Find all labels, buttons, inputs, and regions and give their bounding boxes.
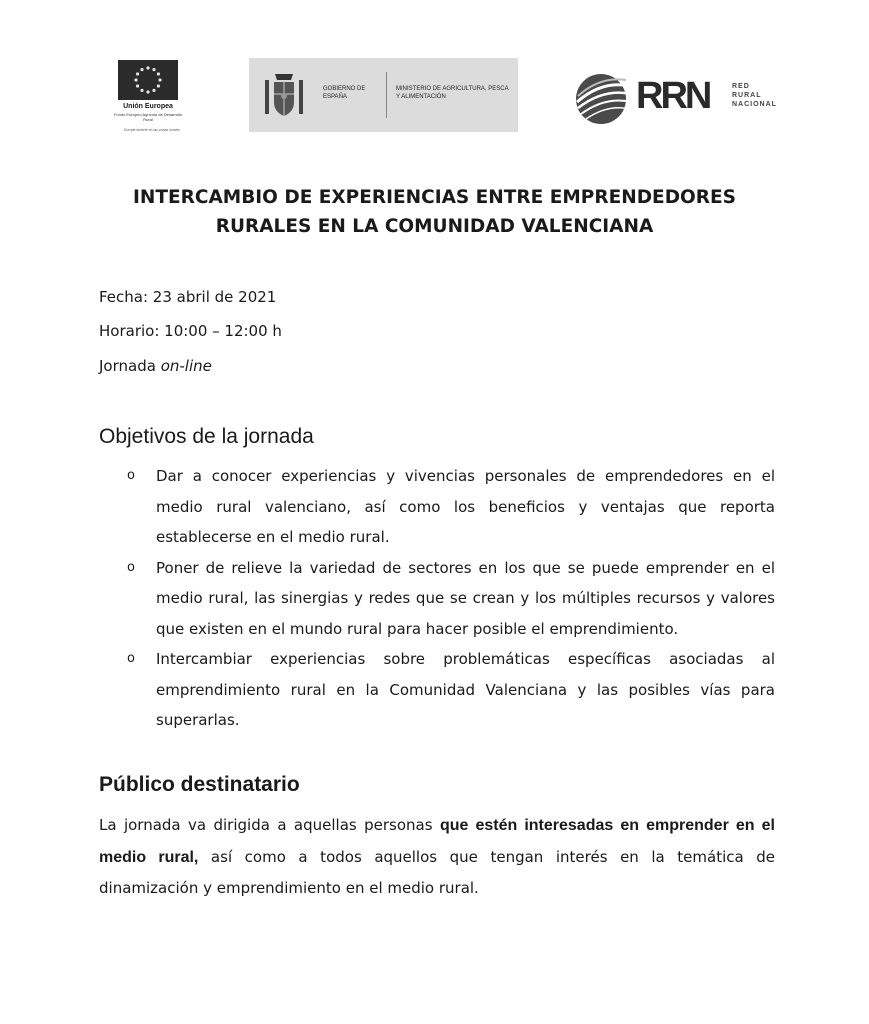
- eu-flag-icon: [118, 60, 178, 100]
- objetivo-text: Poner de relieve la variedad de sectores en los que se puede emprender en el medio rural, las sinergias y redes que se crean y los múltiples recursos y valores que existen en el mundo rural para hacer posible el emprendimiento.: [156, 558, 775, 638]
- objetivos-list: [99, 461, 775, 736]
- objetivo-text: Intercambiar experiencias sobre problemáticas específicas asociadas al emprendimiento rural en la Comunidad Valenciana y las posibles vías para superarlas.: [156, 650, 775, 729]
- list-item: [99, 553, 775, 645]
- publico-text-bold: que estén interesadas en emprender en el medio rural,: [99, 817, 775, 866]
- publico-text-after: así como a todos aquellos que tengan interés en la temática de dinamización y emprendimiento en el medio rural.: [99, 847, 776, 897]
- objetivo-text: Dar a conocer experiencias y vivencias personales de emprendedores en el medio rural valenciano, así como los beneficios y ventajas que reporta establecerse en el medio rural.: [156, 467, 775, 546]
- objetivos-heading: Objetivos de la jornada: [99, 425, 314, 448]
- publico-paragraph: [99, 810, 775, 904]
- gov-divider: [386, 72, 387, 118]
- bullet-icon: o: [127, 651, 135, 666]
- bullet-icon: o: [127, 559, 135, 575]
- rrn-line-1: RED: [732, 83, 750, 90]
- jornada-prefix: Jornada: [99, 357, 161, 375]
- rrn-letters: RRN: [636, 75, 710, 117]
- coat-of-arms-icon: [261, 68, 307, 122]
- eu-logo: [112, 60, 192, 138]
- list-item: [99, 461, 775, 553]
- gobierno-label: GOBIERNO DE ESPAÑA: [323, 86, 366, 100]
- document-title: [0, 183, 869, 241]
- fecha: Fecha: 23 abril de 2021: [99, 288, 277, 306]
- rrn-emblem-icon: [574, 72, 632, 124]
- bullet-icon: o: [127, 468, 135, 483]
- eu-motto: Europa invierte en las zonas rurales: [124, 128, 180, 132]
- rrn-line-3: NACIONAL: [732, 101, 777, 108]
- rrn-logo: [572, 70, 784, 126]
- list-item: [99, 644, 775, 736]
- eu-subtitle: Fondo Europeo Agrícola de Desarrollo Rural: [113, 112, 183, 122]
- jornada: [99, 356, 212, 376]
- jornada-online: on-line: [160, 357, 212, 375]
- ministerio-label: MINISTERIO DE AGRICULTURA, PESCA Y ALIMENTACIÓN: [396, 86, 509, 100]
- title-line-1: INTERCAMBIO DE EXPERIENCIAS ENTRE EMPRENDEDORES: [133, 187, 736, 208]
- gobierno-logo: [249, 58, 518, 132]
- title-line-2: RURALES EN LA COMUNIDAD VALENCIANA: [215, 216, 654, 237]
- rrn-subtitle: [732, 82, 777, 109]
- publico-text-before: La jornada va dirigida a aquellas personas: [99, 816, 440, 834]
- eu-name: Unión Europea: [123, 103, 173, 110]
- horario: Horario: 10:00 – 12:00 h: [99, 322, 282, 340]
- rrn-line-2: RURAL: [732, 92, 762, 99]
- publico-heading: Público destinatario: [99, 773, 300, 796]
